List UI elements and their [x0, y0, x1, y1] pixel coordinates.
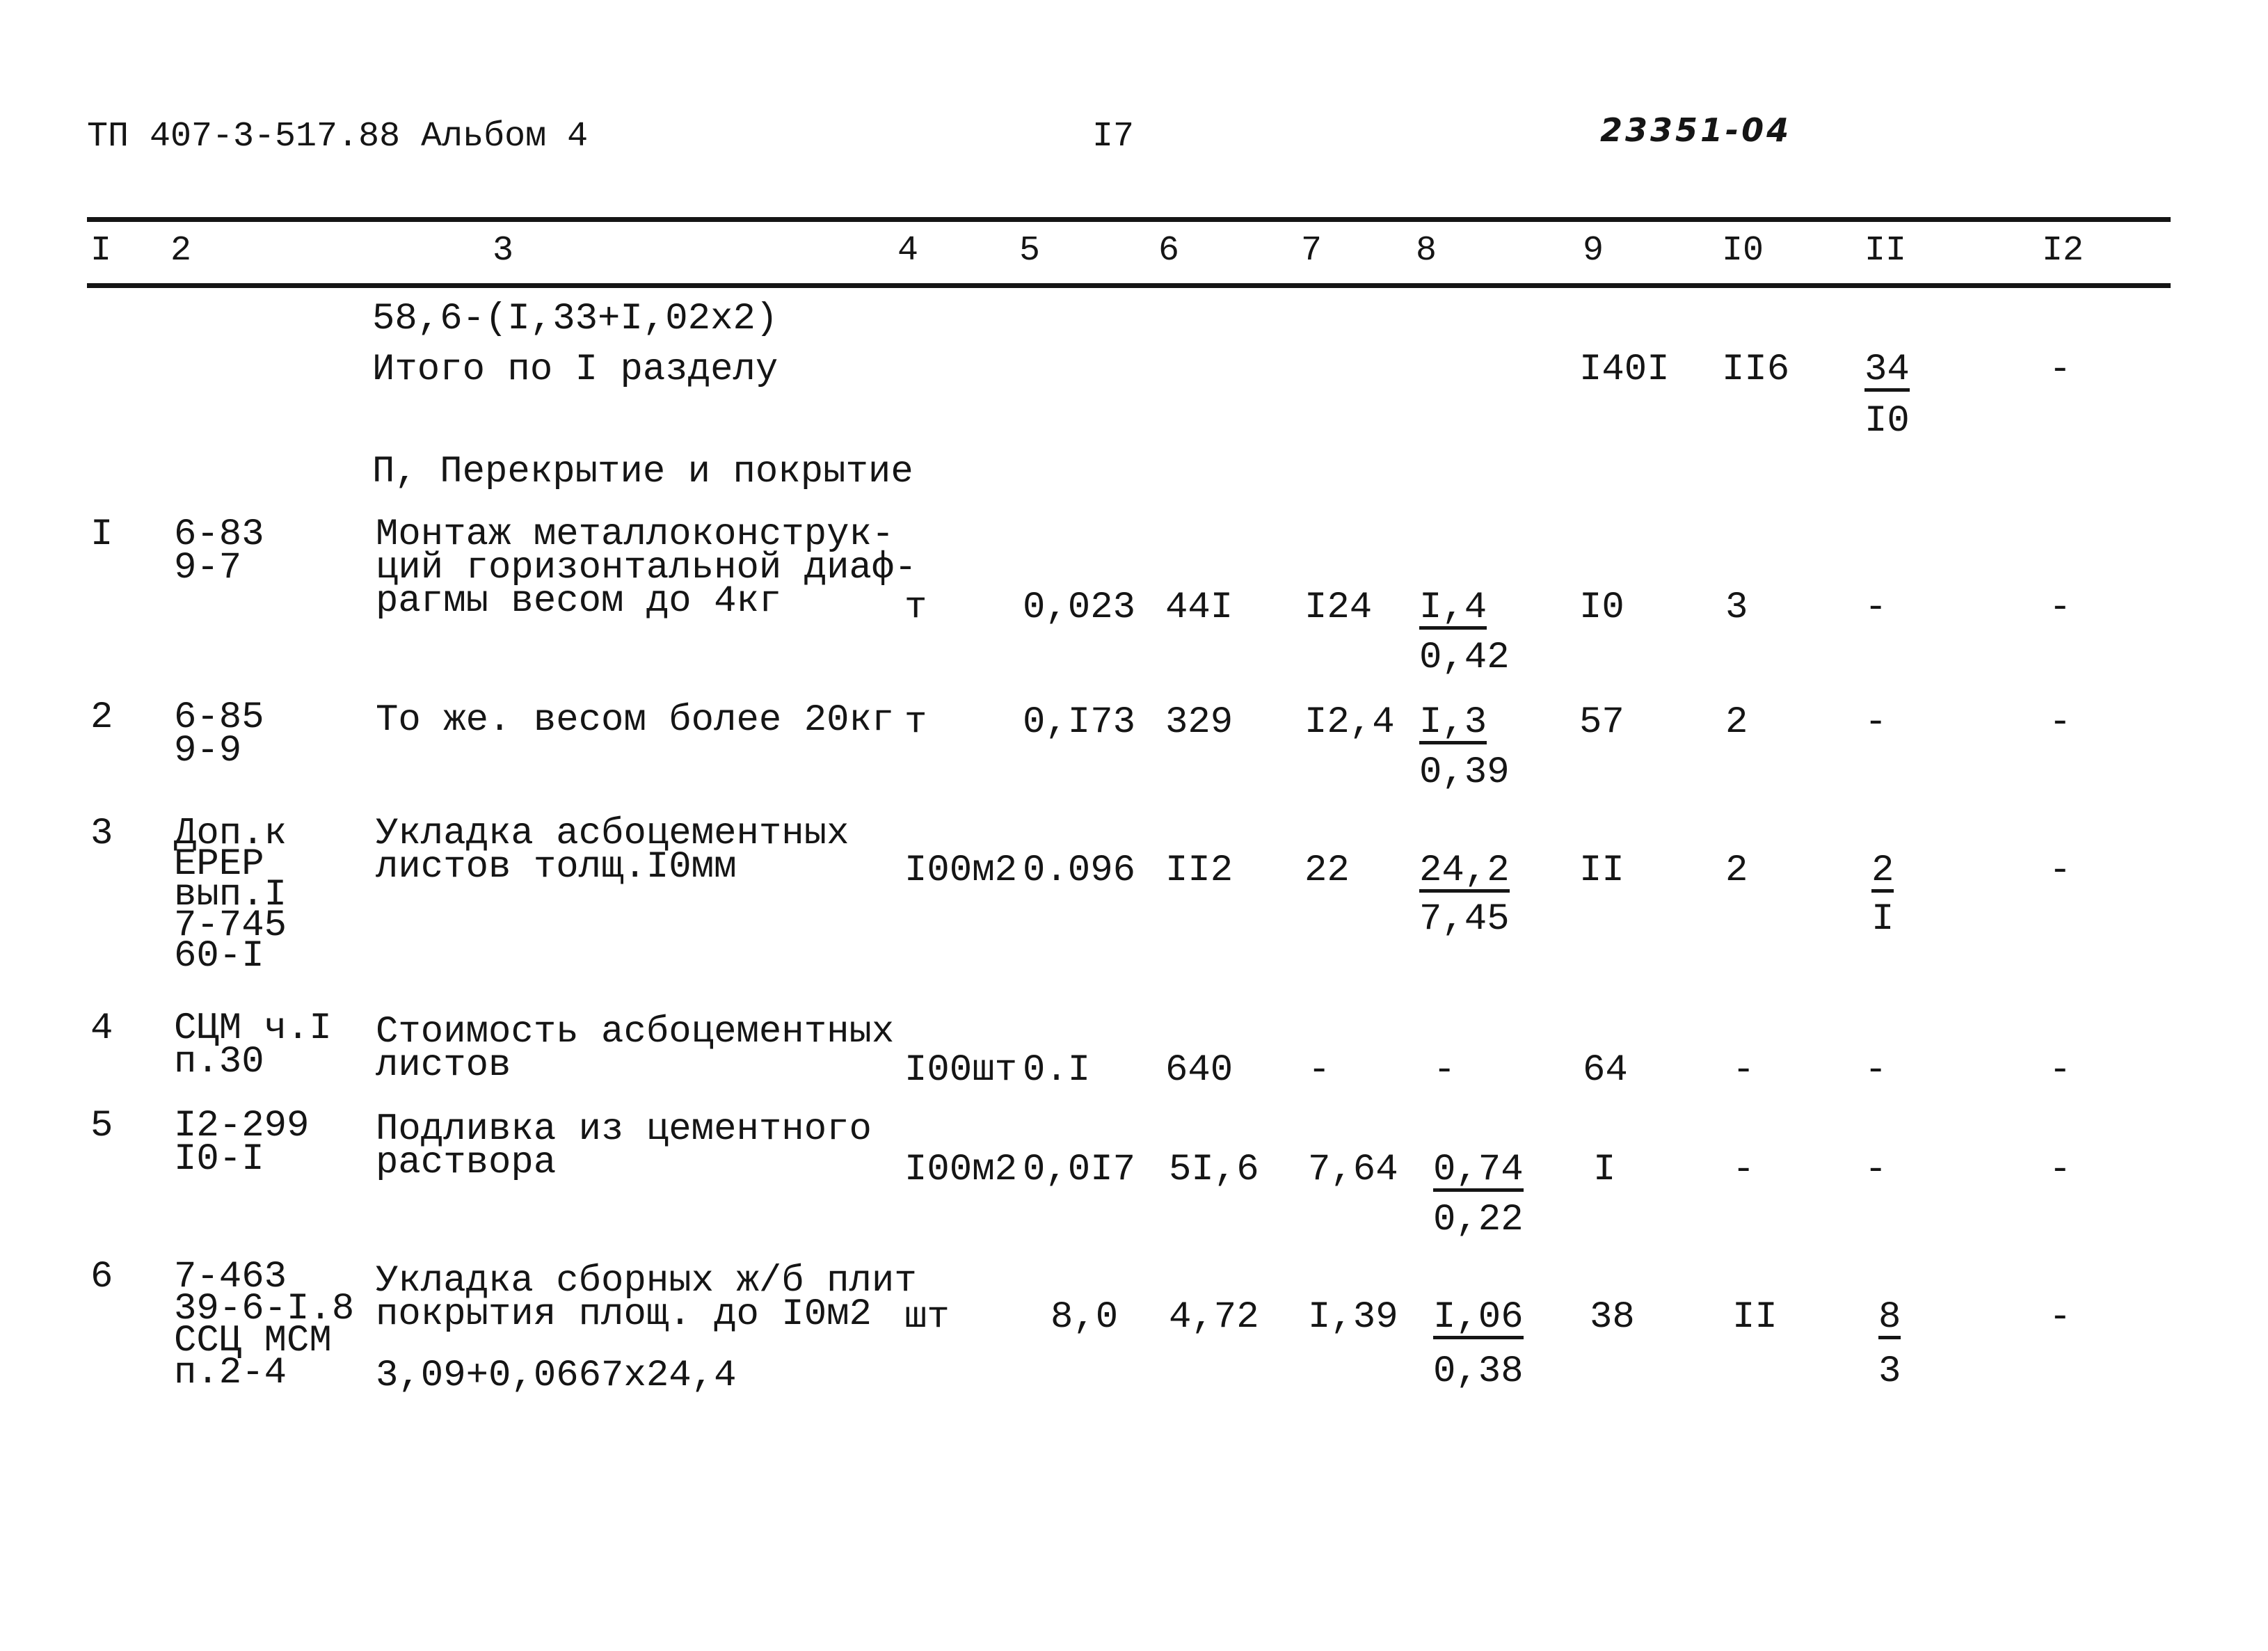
- col10-value: II: [1732, 1296, 1778, 1339]
- col12-value: -: [2049, 1049, 2072, 1092]
- col8-denominator: 0,39: [1419, 751, 1510, 794]
- col11-denominator: 3: [1878, 1350, 1901, 1393]
- page-number: I7: [1092, 117, 1135, 157]
- quantity: 0,I73: [1023, 701, 1136, 744]
- norm-code: п.2-4: [174, 1352, 287, 1394]
- norm-code: СЦМ ч.I: [174, 1007, 332, 1050]
- col12-value: -: [2049, 1296, 2072, 1339]
- col10-value: 2: [1725, 850, 1748, 892]
- row-number: 5: [90, 1105, 113, 1147]
- norm-code: ССЦ МСМ: [174, 1320, 332, 1362]
- quantity: 8,0: [1051, 1296, 1119, 1339]
- col8-numerator: I,4: [1419, 587, 1487, 629]
- col-header: II: [1864, 231, 1907, 271]
- col6-value: 640: [1165, 1049, 1233, 1092]
- col10-value: -: [1732, 1149, 1755, 1191]
- norm-code: 7-745: [174, 904, 287, 947]
- work-description: То же. весом более 20кг: [376, 699, 895, 742]
- col8-denominator: 0,38: [1433, 1350, 1524, 1393]
- col8-numerator: I,3: [1419, 701, 1487, 744]
- col-header: 6: [1158, 231, 1180, 271]
- col12-value: -: [2049, 587, 2072, 629]
- col11-value: -: [1864, 587, 1887, 629]
- col-header: 2: [170, 231, 192, 271]
- work-description: листов: [376, 1044, 511, 1087]
- col7-value: 7,64: [1308, 1149, 1398, 1191]
- col8-numerator: 24,2: [1419, 850, 1510, 892]
- work-description: раствора: [376, 1142, 557, 1184]
- col7-value: I2,4: [1304, 701, 1395, 744]
- unit: т: [904, 587, 927, 629]
- col-header: I0: [1722, 231, 1764, 271]
- row-number: 4: [90, 1007, 113, 1050]
- row-number: 6: [90, 1256, 113, 1298]
- work-description: рагмы весом до 4кг: [376, 580, 782, 623]
- col8-denominator: 7,45: [1419, 898, 1510, 941]
- total-col12: -: [2049, 349, 2072, 391]
- header-rule-top: [87, 217, 2171, 222]
- norm-code: п.30: [174, 1041, 264, 1083]
- norm-code: 39-6-I.8: [174, 1288, 355, 1330]
- unit: I00м2: [904, 1149, 1018, 1191]
- unit: шт: [904, 1296, 950, 1339]
- work-description: покрытия площ. до I0м2: [376, 1293, 872, 1336]
- col11-value: -: [1864, 701, 1887, 744]
- col10-value: 2: [1725, 701, 1748, 744]
- norm-code: 6-83: [174, 513, 264, 556]
- norm-code: 7-463: [174, 1256, 287, 1298]
- col8-denominator: 0,42: [1419, 637, 1510, 679]
- col10-value: -: [1732, 1049, 1755, 1092]
- row-number: 2: [90, 696, 113, 739]
- norm-code: вып.I: [174, 874, 287, 916]
- col6-value: 329: [1165, 701, 1233, 744]
- row-number: 3: [90, 813, 113, 855]
- norm-code: I2-299: [174, 1105, 310, 1147]
- work-description: Укладка асбоцементных: [376, 813, 849, 855]
- work-description: Укладка сборных ж/б плит: [376, 1260, 917, 1302]
- col6-value: 44I: [1165, 587, 1233, 629]
- unit: т: [904, 701, 927, 744]
- col7-value: -: [1308, 1049, 1331, 1092]
- col9-value: 38: [1590, 1296, 1635, 1339]
- norm-code: 9-7: [174, 547, 242, 589]
- col-header: 8: [1416, 231, 1437, 271]
- quantity-formula: 3,09+0,0667x24,4: [376, 1355, 737, 1397]
- col10-value: 3: [1725, 587, 1748, 629]
- norm-code: ЕРЕР: [174, 843, 264, 886]
- handwritten-number: 23351-04: [1600, 111, 1792, 149]
- col12-value: -: [2049, 701, 2072, 744]
- col-header: 9: [1583, 231, 1604, 271]
- col11-value: -: [1864, 1049, 1887, 1092]
- col12-value: -: [2049, 850, 2072, 892]
- quantity: 0,0I7: [1023, 1149, 1136, 1191]
- work-description: Стоимость асбоцементных: [376, 1011, 895, 1053]
- section-total-label: Итого по I разделу: [372, 349, 778, 391]
- work-description: Подливка из цементного: [376, 1108, 872, 1151]
- col11-numerator: 2: [1871, 850, 1894, 892]
- col9-value: II: [1579, 850, 1624, 892]
- col-header: 5: [1019, 231, 1041, 271]
- work-description: листов толщ.I0мм: [376, 846, 737, 888]
- total-col10: II6: [1722, 349, 1790, 391]
- total-col11-den: I0: [1864, 400, 1910, 442]
- col8-denominator: 0,22: [1433, 1199, 1524, 1241]
- col9-value: I: [1593, 1149, 1616, 1191]
- col12-value: -: [2049, 1149, 2072, 1191]
- col6-value: 4,72: [1169, 1296, 1259, 1339]
- work-description: Монтаж металлоконструк-: [376, 513, 895, 556]
- quantity: 0.I: [1023, 1049, 1091, 1092]
- col11-numerator: 8: [1878, 1296, 1901, 1339]
- col-header: I2: [2042, 231, 2084, 271]
- col-header: I: [90, 231, 112, 271]
- total-col9: I40I: [1579, 349, 1670, 391]
- total-col11-num: 34: [1864, 349, 1910, 391]
- norm-code: 6-85: [174, 696, 264, 739]
- col6-value: 5I,6: [1169, 1149, 1259, 1191]
- norm-code: 60-I: [174, 935, 264, 978]
- unit: I00шт: [904, 1049, 1018, 1092]
- col-header: 3: [493, 231, 514, 271]
- col9-value: 57: [1579, 701, 1624, 744]
- quantity: 0,023: [1023, 587, 1136, 629]
- col9-value: I0: [1579, 587, 1624, 629]
- quantity: 0.096: [1023, 850, 1136, 892]
- col-header: 7: [1301, 231, 1323, 271]
- col8-value: -: [1433, 1049, 1456, 1092]
- carry-formula: 58,6-(I,33+I,02x2): [372, 298, 778, 340]
- col8-numerator: 0,74: [1433, 1149, 1524, 1191]
- row-number: I: [90, 513, 113, 556]
- norm-code: Доп.к: [174, 813, 287, 855]
- col7-value: 22: [1304, 850, 1350, 892]
- col-header: 4: [897, 231, 919, 271]
- unit: I00м2: [904, 850, 1018, 892]
- section-title: П, Перекрытие и покрытие: [372, 451, 913, 493]
- col6-value: II2: [1165, 850, 1233, 892]
- col7-value: I,39: [1308, 1296, 1398, 1339]
- document-code: ТП 407-3-517.88 Альбом 4: [87, 117, 589, 157]
- col9-value: 64: [1583, 1049, 1628, 1092]
- col8-numerator: I,06: [1433, 1296, 1524, 1339]
- norm-code: 9-9: [174, 730, 242, 772]
- col11-denominator: I: [1871, 898, 1894, 941]
- col11-value: -: [1864, 1149, 1887, 1191]
- norm-code: I0-I: [174, 1138, 264, 1181]
- col7-value: I24: [1304, 587, 1373, 629]
- work-description: ций горизонтальной диаф-: [376, 547, 917, 589]
- header-rule-bottom: [87, 283, 2171, 288]
